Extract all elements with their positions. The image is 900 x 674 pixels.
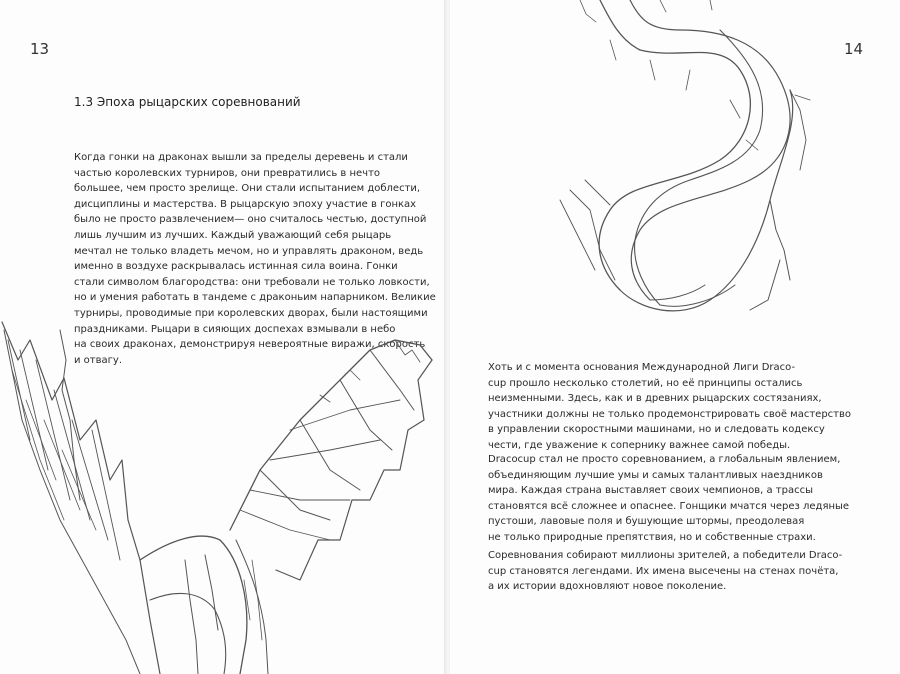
text-line: чести, где уважение к сопернику важнее самой победы. xyxy=(488,439,791,451)
section-title: 1.3 Эпоха рыцарских соревнований xyxy=(74,95,301,109)
text-line: дисциплины и мастерства. В рыцарскую эпоху участие в гонках xyxy=(74,198,417,210)
text-line: не только природные препятствия, но и собственные страхи. xyxy=(488,531,816,543)
text-line: но и умения работать в тандеме с драконьим напарником. Великие xyxy=(74,292,436,304)
text-line: неизменными. Здесь, как и в древних рыцарских состязаниях, xyxy=(488,393,822,405)
dragon-wings-sketch-icon xyxy=(0,0,446,674)
text-line: большее, чем просто зрелище. Они стали испытанием доблести, xyxy=(74,183,421,195)
text-line: мечтал не только владеть мечом, но и управлять драконом, ведь xyxy=(74,245,424,257)
text-line: объединяющим лучшие умы и самых талантливых наездников xyxy=(488,469,823,481)
text-line: праздниками. Рыцари в сияющих доспехах взмывали в небо xyxy=(74,323,396,335)
text-line: именно в воздухе раскрывалась истинная сила воина. Гонки xyxy=(74,261,398,273)
text-line: Когда гонки на драконах вышли за пределы деревень и стали xyxy=(74,152,408,163)
text-line: cup прошло несколько столетий, но её принципы остались xyxy=(488,377,803,389)
left-page xyxy=(0,0,446,674)
text-line: мира. Каждая страна выставляет своих чемпионов, а трассы xyxy=(488,485,813,497)
text-line: турниры, проводимые при королевских дворах, были настоящими xyxy=(74,307,428,319)
text-line: Хоть и с момента основания Международной Лиги Draco- xyxy=(488,362,796,373)
text-line: было не просто развлечением— оно считалось честью, доступной xyxy=(74,214,427,226)
text-line: Соревнования собирают миллионы зрителей, а победители Draco- xyxy=(488,550,843,561)
text-line: а их истории вдохновляют новое поколение. xyxy=(488,581,727,593)
text-line: в управлении скоростными машинами, но и следовать кодексу xyxy=(488,424,825,436)
text-line: Dracocup стал не просто соревнованием, а глобальным явлением, xyxy=(488,454,841,465)
page-number-right: 14 xyxy=(844,40,864,58)
right-paragraph-3 xyxy=(488,548,842,595)
text-line: участники должны не только продемонстрировать своё мастерство xyxy=(488,408,852,420)
text-line: становятся всё сложнее и опаснее. Гонщики мчатся через ледяные xyxy=(488,500,850,512)
text-line: пустоши, лавовые поля и бушующие штормы, преодолевая xyxy=(488,516,805,528)
text-line: cup становятся легендами. Их имена высечены на стенах почёта, xyxy=(488,565,839,577)
text-line: и отвагу. xyxy=(74,354,122,366)
text-line: стали символом благородства: они требовали не только ловкости, xyxy=(74,276,430,288)
text-line: на своих драконах, демонстрируя невероятные виражи, скорость xyxy=(74,339,426,351)
right-page xyxy=(450,0,900,674)
right-paragraph-1 xyxy=(488,360,851,454)
text-line: лишь лучшим из лучших. Каждый уважающий себя рыцарь xyxy=(74,229,392,241)
right-paragraph-2 xyxy=(488,452,849,546)
text-line: частью королевских турниров, они превратились в нечто xyxy=(74,167,381,179)
page-number-left: 13 xyxy=(30,40,50,58)
